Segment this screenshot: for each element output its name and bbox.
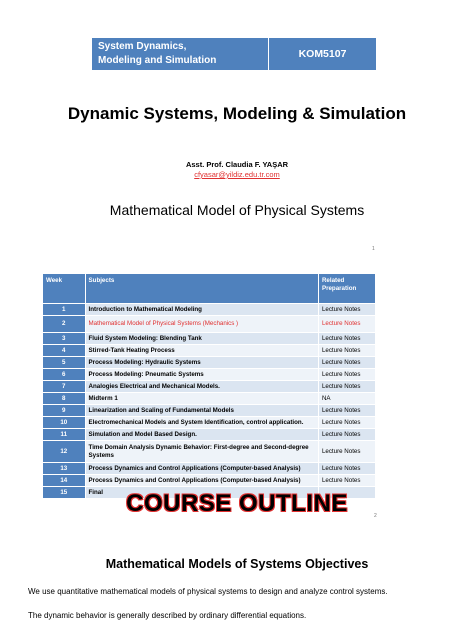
course-name-line2: Modeling and Simulation bbox=[98, 55, 217, 66]
week-number: 9 bbox=[43, 405, 86, 417]
week-number: 4 bbox=[43, 345, 86, 357]
subject: Mathematical Model of Physical Systems (Mechanics ) bbox=[85, 316, 318, 333]
table-row bbox=[43, 405, 376, 417]
table-row bbox=[43, 381, 376, 393]
preparation: NA bbox=[318, 393, 375, 405]
subject: Time Domain Analysis Dynamic Behavior: First-degree and Second-degree Systems bbox=[85, 441, 318, 463]
author-name: Asst. Prof. Claudia F. YAŞAR bbox=[185, 160, 289, 169]
week-number: 14 bbox=[43, 475, 86, 487]
week-number: 6 bbox=[43, 369, 86, 381]
page-number: 2 bbox=[374, 513, 377, 519]
table-header-row bbox=[43, 274, 376, 304]
header-subjects: Subjects bbox=[85, 274, 318, 304]
course-code: KOM5107 bbox=[268, 38, 376, 70]
subject: Process Modeling: Pneumatic Systems bbox=[85, 369, 318, 381]
subject: Simulation and Model Based Design. bbox=[85, 429, 318, 441]
course-name-line1: System Dynamics, bbox=[98, 41, 187, 52]
preparation: Lecture Notes bbox=[318, 316, 375, 333]
objectives-title: Mathematical Models of Systems Objectives bbox=[105, 557, 369, 571]
week-number: 13 bbox=[43, 463, 86, 475]
section-subtitle: Mathematical Model of Physical Systems bbox=[109, 202, 365, 218]
course-name bbox=[92, 38, 268, 70]
body-paragraph: We use quantitative mathematical models of physical systems to design and analyze control systems. bbox=[28, 587, 388, 596]
week-number: 10 bbox=[43, 417, 86, 429]
subject: Process Modeling: Hydraulic Systems bbox=[85, 357, 318, 369]
table-row bbox=[43, 369, 376, 381]
week-number: 12 bbox=[43, 441, 86, 463]
week-number: 1 bbox=[43, 304, 86, 316]
table-row bbox=[43, 429, 376, 441]
subject: Process Dynamics and Control Applications (Computer-based Analysis) bbox=[85, 463, 318, 475]
preparation: Lecture Notes bbox=[318, 429, 375, 441]
table-row bbox=[43, 304, 376, 316]
course-header-banner bbox=[92, 38, 376, 70]
preparation: Lecture Notes bbox=[318, 345, 375, 357]
table-row bbox=[43, 417, 376, 429]
preparation: Lecture Notes bbox=[318, 417, 375, 429]
week-number: 3 bbox=[43, 333, 86, 345]
preparation: Lecture Notes bbox=[318, 405, 375, 417]
main-title: Dynamic Systems, Modeling & Simulation bbox=[67, 104, 407, 123]
table-row bbox=[43, 441, 376, 463]
preparation: Lecture Notes bbox=[318, 357, 375, 369]
subject: Process Dynamics and Control Applications (Computer-based Analysis) bbox=[85, 475, 318, 487]
page-number: 1 bbox=[372, 246, 375, 252]
preparation: Lecture Notes bbox=[318, 463, 375, 475]
preparation: Lecture Notes bbox=[318, 304, 375, 316]
table-row bbox=[43, 393, 376, 405]
table-row bbox=[43, 475, 376, 487]
header-preparation: Related Preparation bbox=[318, 274, 375, 304]
week-number: 7 bbox=[43, 381, 86, 393]
subject: Fluid System Modeling: Blending Tank bbox=[85, 333, 318, 345]
preparation: Lecture Notes bbox=[318, 475, 375, 487]
table-row bbox=[43, 345, 376, 357]
subject: Analogies Electrical and Mechanical Models. bbox=[85, 381, 318, 393]
subject: Electromechanical Models and System Identification, control application. bbox=[85, 417, 318, 429]
preparation: Lecture Notes bbox=[318, 441, 375, 463]
week-number: 15 bbox=[43, 487, 86, 499]
table-row bbox=[43, 316, 376, 333]
course-schedule-table bbox=[42, 273, 376, 499]
table-row bbox=[43, 333, 376, 345]
preparation: Lecture Notes bbox=[318, 333, 375, 345]
week-number: 11 bbox=[43, 429, 86, 441]
subject: Midterm 1 bbox=[85, 393, 318, 405]
subject: Linearization and Scaling of Fundamental Models bbox=[85, 405, 318, 417]
preparation: Lecture Notes bbox=[318, 369, 375, 381]
week-number: 8 bbox=[43, 393, 86, 405]
subject: Stirred-Tank Heating Process bbox=[85, 345, 318, 357]
table-row bbox=[43, 463, 376, 475]
body-paragraph: The dynamic behavior is generally described by ordinary differential equations. bbox=[28, 611, 307, 620]
week-number: 2 bbox=[43, 316, 86, 333]
course-outline-heading: COURSE OUTLINE bbox=[126, 490, 348, 517]
subject: Introduction to Mathematical Modeling bbox=[85, 304, 318, 316]
preparation: Lecture Notes bbox=[318, 381, 375, 393]
subject: Final bbox=[85, 487, 318, 499]
header-week: Week bbox=[43, 274, 86, 304]
table-row bbox=[43, 357, 376, 369]
author-email-link[interactable]: cfyasar@yildiz.edu.tr.com bbox=[194, 170, 280, 179]
week-number: 5 bbox=[43, 357, 86, 369]
